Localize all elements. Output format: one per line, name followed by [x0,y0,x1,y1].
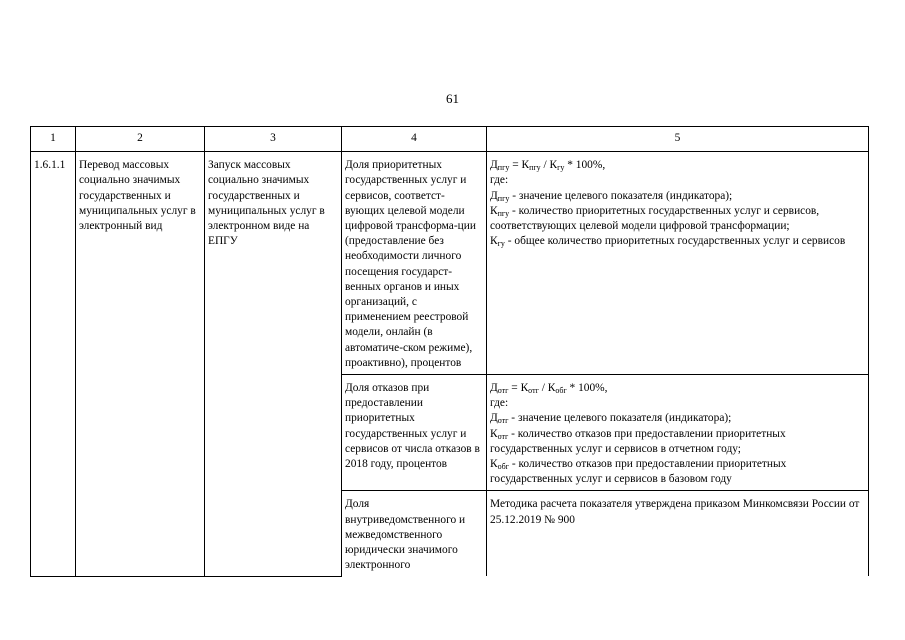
definition-line: $К_{гу}$ - общее количество приоритетных государственных услуг и сервисов [490,235,846,249]
where-line: где: [490,397,509,410]
where-line: где: [490,174,509,187]
result-cell: Запуск массовых социально значимых государственных и муниципальных услуг в электронном виде на ЕПГУ [205,152,342,577]
method-cell-3: Методика расчета показателя утверждена приказом Минкомсвязи России от 25.12.2019 № 900 [487,491,869,577]
table-header-row [31,127,869,152]
definition-line: $Д_{отг}$ - значение целевого показателя (индикатора); [490,412,732,426]
formula-line: $Д_{пгу} = К_{пгу} / К_{гу} * 100\%$, [490,159,606,173]
formula-line: $Д_{отг} = К_{отг} / К_{обг} * 100\%$, [490,382,608,396]
header-col-4: 4 [342,127,487,152]
definition-line: $К_{пгу}$ - количество приоритетных государственных услуг и сервисов, соответствующих целевой модели цифровой трансформации; [490,204,820,233]
row-number: 1.6.1.1 [31,152,76,577]
indicator-table [30,126,869,577]
indicator-cell-2: Доля отказов при предоставлении приоритетных государственных услуг и сервисов от числа отказов в 2018 году, процентов [342,375,487,491]
method-cell-2 [487,375,869,491]
definition-line: $К_{отг}$ - количество отказов при предоставлении приоритетных государственных услуг и сервисов в отчетном году; [490,427,786,455]
indicator-cell-1: Доля приоритетных государственных услуг и сервисов, соответст-вующих целевой модели цифровой трансформа-ции (предоставление без необходимости личного посещения государст-венных органов и иных организаций, с применением реестровой модели, онлайн (в автоматиче-ском режиме), проактивно), процентов [342,152,487,375]
header-col-5: 5 [487,127,869,152]
table-row [31,152,869,375]
header-col-2: 2 [76,127,205,152]
definition-line: $Д_{пгу}$ - значение целевого показателя (индикатора); [490,189,733,203]
header-col-1: 1 [31,127,76,152]
definition-line: $К_{обг}$ - количество отказов при предоставлении приоритетных государственных услуг и сервисов в базовом году [490,458,787,486]
header-col-3: 3 [205,127,342,152]
task-cell: Перевод массовых социально значимых государственных и муниципальных услуг в электронный вид [76,152,205,577]
indicator-cell-3: Доля внутриведомственного и межведомственного юридически значимого электронного [342,491,487,577]
page-number: 61 [446,91,459,106]
method-cell-1 [487,152,869,375]
